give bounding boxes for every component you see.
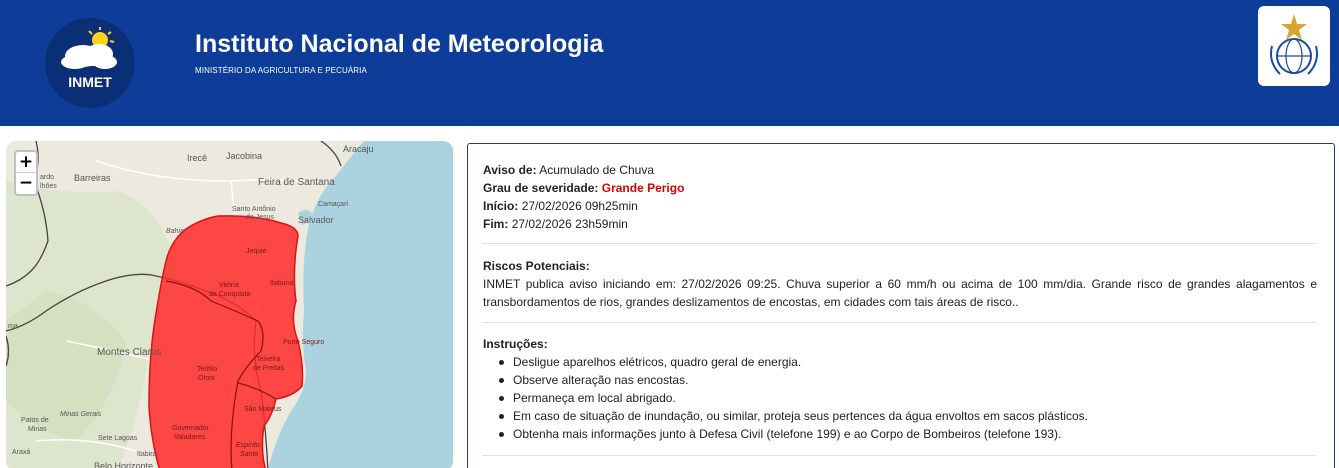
- logo-text: INMET: [68, 74, 112, 90]
- map-label: Itabira: [137, 451, 157, 458]
- instructions-section: [483, 335, 1317, 443]
- map-canvas[interactable]: [6, 141, 453, 468]
- severity-row: [483, 179, 684, 197]
- map-label: Aracaju: [343, 144, 374, 154]
- map-label: Governador: [172, 425, 209, 432]
- map-label: da Conquista: [209, 291, 251, 298]
- map-label: Camaçari: [318, 201, 348, 208]
- risks-title: Riscos Potenciais:: [483, 259, 590, 273]
- alert-details-panel: [467, 143, 1335, 468]
- divider: [482, 243, 1316, 244]
- severity-label: Grau de severidade:: [483, 181, 599, 195]
- zoom-control: [14, 150, 38, 196]
- risks-text: INMET publica aviso iniciando em: 27/02/2026 09:25. Chuva superior a 60 mm/h ou acima de 100 mm/dia. Grande risco de grandes alagamentos e transbordamentos de rios, grandes deslizamentos de encostas, em cidades com tais áreas de risco..: [483, 277, 1317, 309]
- alert-map[interactable]: [6, 141, 453, 468]
- start-row: [483, 197, 684, 215]
- map-label: Vitória: [219, 282, 239, 289]
- inmet-logo[interactable]: [45, 18, 135, 108]
- weather-logo-icon: [45, 18, 135, 108]
- risks-section: [483, 257, 1317, 311]
- alert-type-row: [483, 161, 684, 179]
- map-label: Teófilo: [197, 366, 218, 373]
- alert-summary: [483, 161, 684, 233]
- site-header: [0, 0, 1339, 126]
- map-label: Minas: [28, 426, 47, 433]
- list-item: Observe alteração nas encostas.: [495, 371, 1317, 389]
- map-label: Bahia: [166, 228, 184, 235]
- map-label: Itabuna: [270, 280, 294, 287]
- map-label: Montes Claros: [97, 347, 162, 358]
- divider: [482, 455, 1316, 456]
- wmo-emblem-icon: [1258, 6, 1330, 86]
- end-label: Fim:: [483, 217, 509, 231]
- end-row: [483, 215, 684, 233]
- end-value: 27/02/2026 23h59min: [511, 217, 628, 231]
- wmo-logo[interactable]: [1258, 6, 1330, 86]
- list-item: Obtenha mais informações junto à Defesa Civil (telefone 199) e ao Corpo de Bombeiros (telefone 193).: [495, 425, 1317, 443]
- severity-value: Grande Perigo: [601, 181, 685, 195]
- map-label: Teixeira: [256, 356, 281, 363]
- map-label: Espírito: [236, 442, 260, 449]
- map-label: Barreiras: [74, 173, 111, 183]
- map-label: Valadares: [174, 434, 206, 441]
- map-label: Araxá: [12, 449, 31, 456]
- instructions-title: Instruções:: [483, 337, 548, 351]
- start-label: Início:: [483, 199, 519, 213]
- map-label: Porto Seguro: [283, 339, 325, 346]
- map-label: Sete Lagoas: [98, 435, 138, 442]
- page-subtitle: MINISTÉRIO DA AGRICULTURA E PECUÁRIA: [195, 66, 367, 75]
- list-item: Em caso de situação de inundação, ou similar, proteja seus pertences da água envoltos em sacos plásticos.: [495, 407, 1317, 425]
- map-label: Feira de Santana: [258, 177, 335, 188]
- map-label: Santo: [240, 451, 259, 458]
- map-label: Patos de: [21, 417, 49, 424]
- map-label: de Freitas: [253, 365, 285, 372]
- zoom-in-button[interactable]: +: [16, 152, 36, 173]
- map-label: lhões: [40, 183, 57, 190]
- zoom-out-button[interactable]: −: [18, 173, 34, 193]
- start-value: 27/02/2026 09h25min: [521, 199, 638, 213]
- map-label: São Mateus: [244, 406, 282, 413]
- list-item: Desligue aparelhos elétricos, quadro geral de energia.: [495, 353, 1317, 371]
- map-label: de Jesus: [246, 214, 275, 221]
- alert-type-label: Aviso de:: [483, 163, 537, 177]
- map-label: Jequié: [246, 248, 267, 255]
- map-label: Santo Antônio: [232, 206, 276, 213]
- list-item: Permaneça em local abrigado.: [495, 389, 1317, 407]
- map-label: ardo: [40, 174, 55, 181]
- instructions-list: [495, 353, 1317, 443]
- map-label: Jacobina: [226, 151, 263, 161]
- map-label: Belo Horizonte: [94, 461, 154, 468]
- divider: [482, 322, 1316, 323]
- map-label: ma: [8, 323, 18, 330]
- map-label: Salvador: [298, 215, 334, 225]
- page-title: Instituto Nacional de Meteorologia: [195, 30, 604, 58]
- map-label: Otoni: [198, 375, 215, 382]
- alert-type-value: Acumulado de Chuva: [539, 163, 654, 177]
- map-label: Minas Gerais: [60, 411, 102, 418]
- map-label: Irecê: [187, 153, 208, 163]
